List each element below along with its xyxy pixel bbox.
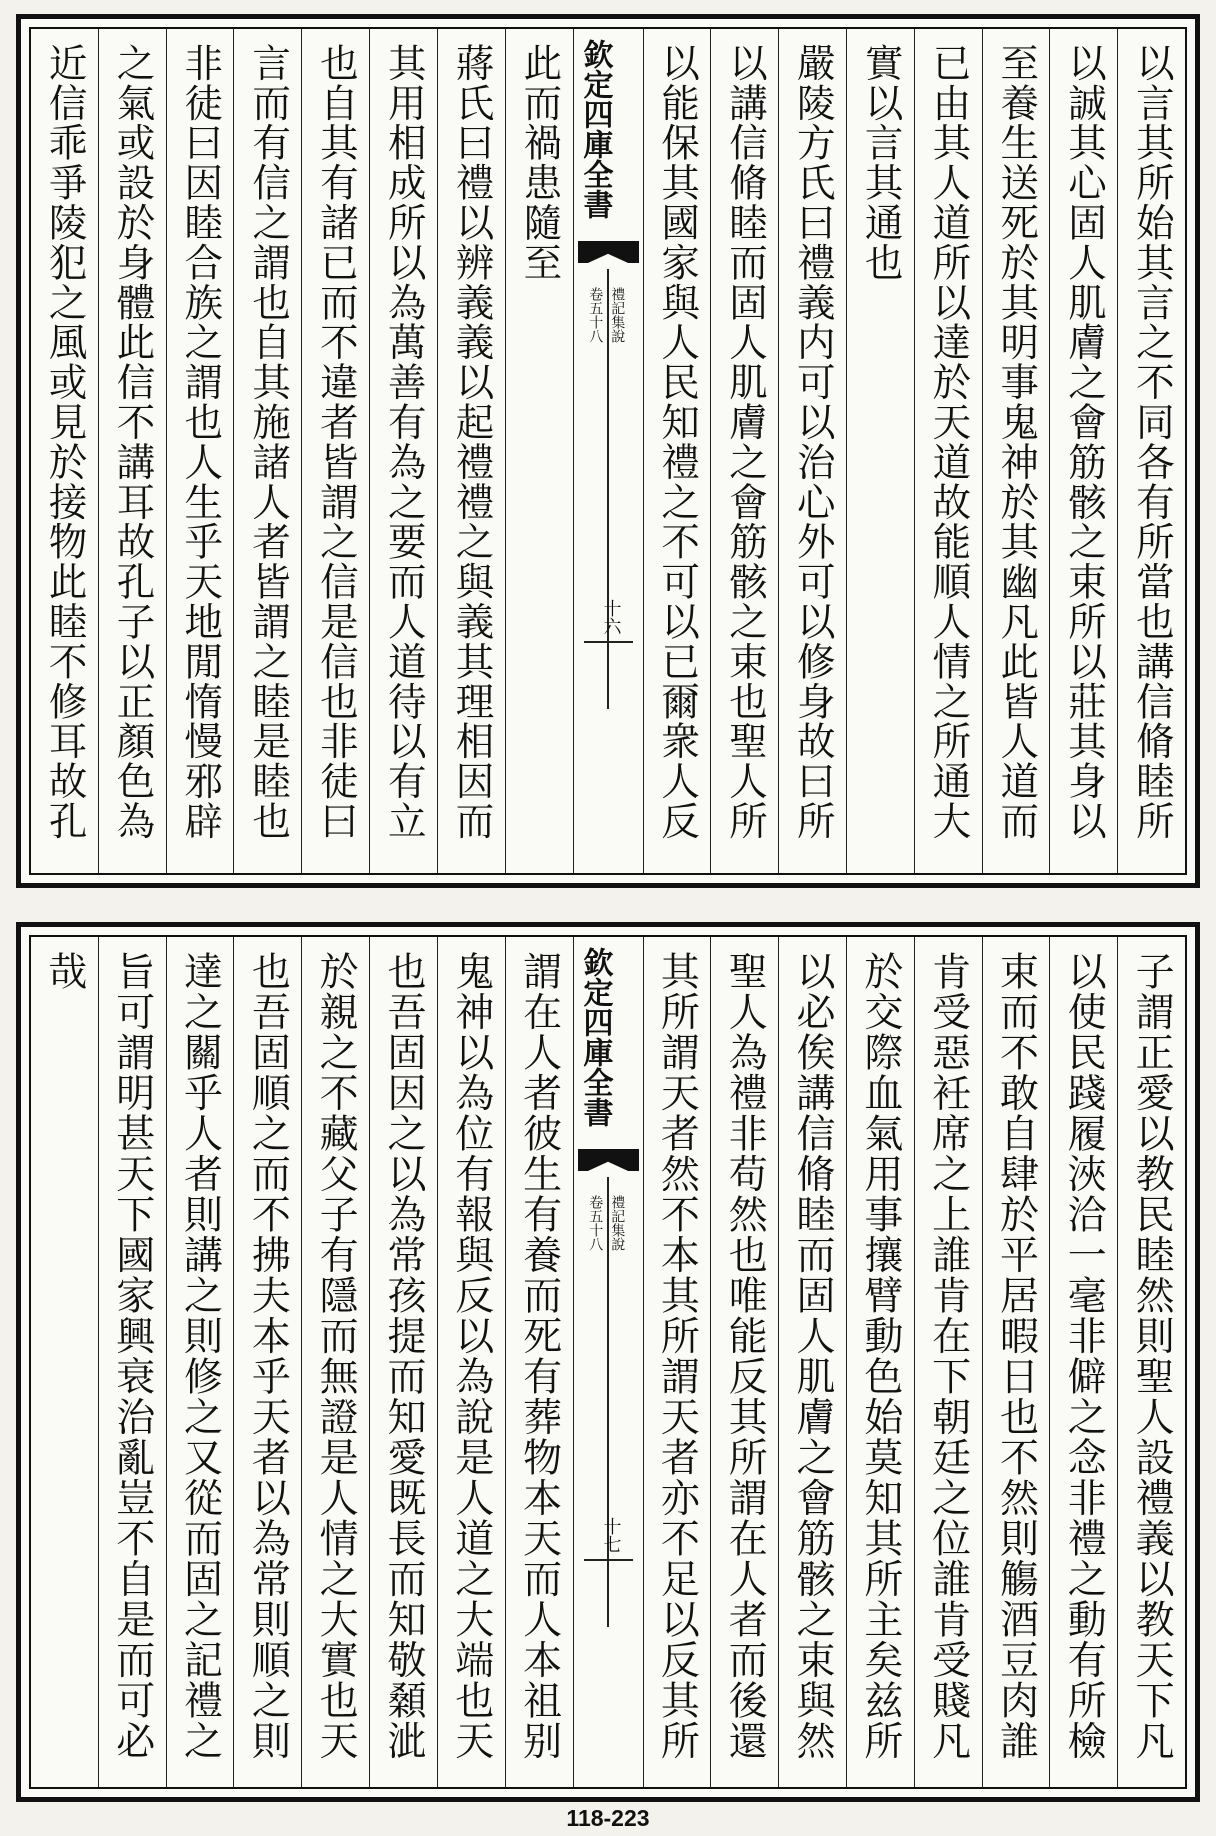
text-column: 達之關乎人者則講之則修之又從而固之記禮之 [166,937,234,1787]
page-footer-number: 118-223 [566,1805,650,1831]
text-column: 此而禍患隨至 [505,29,573,873]
text-column: 也自其有諸已而不違者皆謂之信是信也非徒曰 [301,29,369,873]
page-frame-bottom [29,935,1187,1789]
page-number-rule [584,1559,633,1561]
text-column: 也吾固順之而不拂夫本乎天者以為常則順之則 [233,937,301,1787]
text-column: 非徒曰因睦合族之謂也人生乎天地閒惰慢邪辟 [166,29,234,873]
text-column: 束而不敢自肆於平居暇日也不然則觴酒豆肉誰 [982,937,1050,1787]
text-column: 謂在人者彼生有養而死有葬物本天而人本祖别 [505,937,573,1787]
block-center-header [573,937,643,1787]
center-divider [607,269,609,709]
text-column: 哉 [41,951,87,992]
text-column: 於交際血氣用事攘臂動色始莫知其所主矣兹所 [846,937,914,1787]
text-column: 至養生送死於其明事鬼神於其幽凡此皆人道而 [982,29,1050,873]
text-column: 旨可謂明甚天下國家興衰治亂豈不自是而可必 [98,937,166,1787]
page-number: 十六 [600,599,622,635]
page-number: 十七 [600,1517,622,1553]
page-panel-bottom [16,922,1200,1802]
text-column: 近信乖爭陵犯之風或見於接物此睦不修耳故孔 [42,43,88,841]
book-title: 欽定四庫全書 [577,39,613,219]
text-column: 鬼神以為位有報與反以為說是人道之大端也天 [437,937,505,1787]
page-number-rule [584,641,633,643]
volume-label: 卷五十八 [587,287,604,343]
text-column: 言而有信之謂也自其施諸人者皆謂之睦是睦也 [233,29,301,873]
book-title: 欽定四庫全書 [577,947,613,1127]
page-frame-top [29,27,1187,875]
text-column: 聖人為禮非苟然也唯能反其所謂在人者而後還 [710,937,778,1787]
fishtail-ornament [578,1149,639,1171]
text-column: 以必俟講信脩睦而固人肌膚之會筋骸之束與然 [778,937,846,1787]
fishtail-ornament [578,241,639,263]
text-column: 實以言其通也 [846,29,914,873]
text-column: 以誠其心固人肌膚之會筋骸之束所以莊其身以 [1049,29,1117,873]
page-panel-top [16,14,1200,888]
text-column: 於親之不藏父子有隱而無證是人情之大實也天 [301,937,369,1787]
book-subtitle: 禮記集說 [609,1195,626,1251]
volume-label: 卷五十八 [587,1195,604,1251]
text-column: 蔣氏曰禮以辨義義以起禮禮之與義其理相因而 [437,29,505,873]
text-column: 以使民踐履浹洽一毫非僻之念非禮之動有所檢 [1049,937,1117,1787]
block-center-header [573,29,643,873]
text-column: 嚴陵方氏曰禮義内可以治心外可以修身故曰所 [778,29,846,873]
book-subtitle: 禮記集說 [609,287,626,343]
text-column: 以言其所始其言之不同各有所當也講信脩睦所 [1117,29,1185,873]
text-column: 其所謂天者然不本其所謂天者亦不足以反其所 [643,937,711,1787]
text-column: 肯受惡衽席之上誰肯在下朝廷之位誰肯受賤凡 [914,937,982,1787]
text-column: 以能保其國家與人民知禮之不可以已爾衆人反 [643,29,711,873]
text-column: 其用相成所以為萬善有為之要而人道待以有立 [369,29,437,873]
text-column: 子謂正愛以教民睦然則聖人設禮義以教天下凡 [1117,937,1185,1787]
text-column: 已由其人道所以達於天道故能順人情之所通大 [914,29,982,873]
text-column: 之氣或設於身體此信不講耳故孔子以正顏色為 [98,29,166,873]
text-column: 以講信脩睦而固人肌膚之會筋骸之束也聖人所 [710,29,778,873]
text-column: 也吾固因之以為常孩提而知愛既長而知敬顙泚 [369,937,437,1787]
